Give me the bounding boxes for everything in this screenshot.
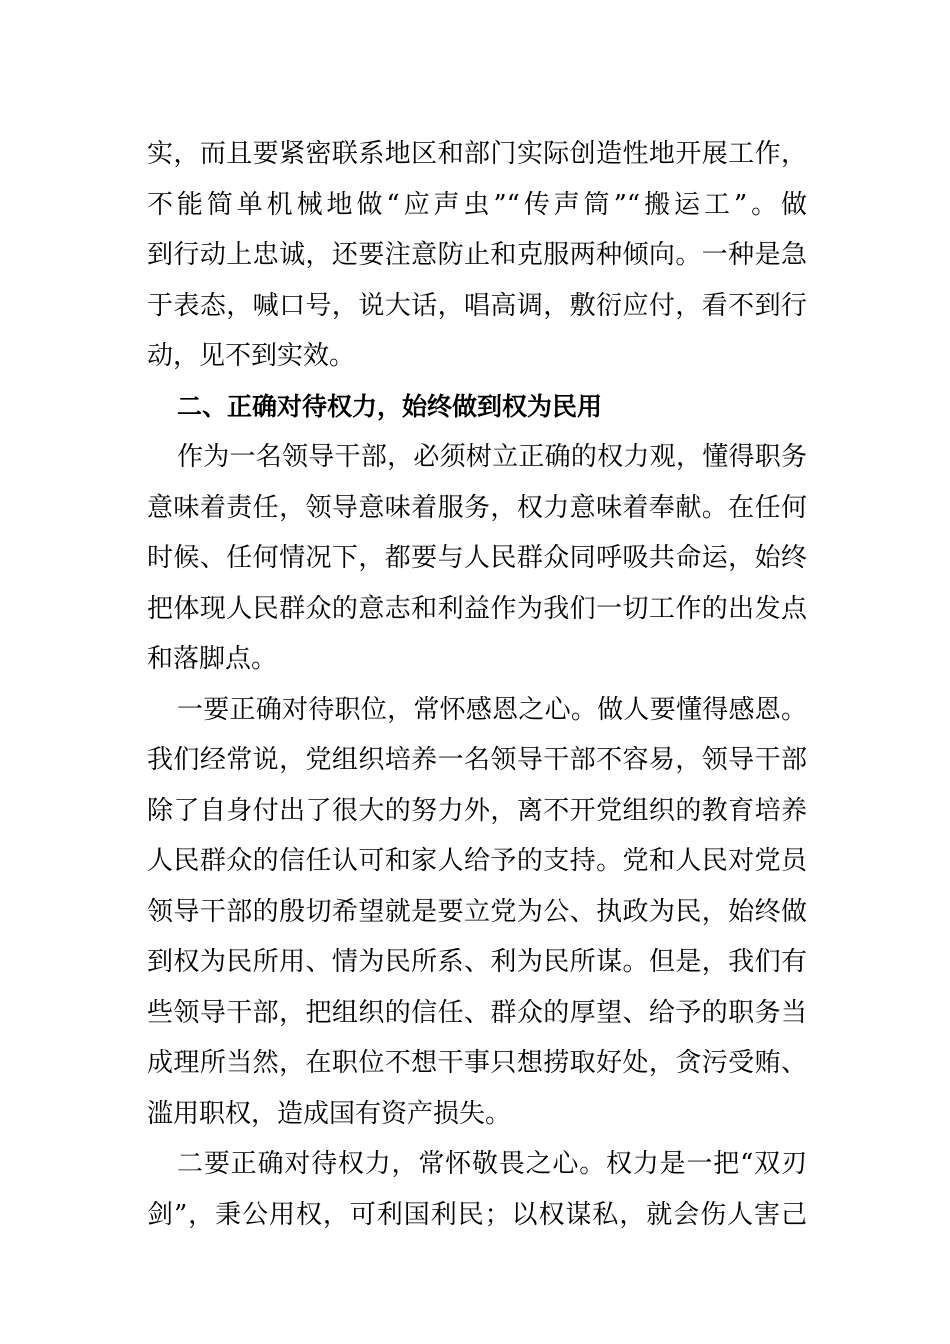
text-line: 作为一名领导干部，必须树立正确的权力观，懂得职务 <box>177 442 807 472</box>
section-heading: 二、正确对待权力，始终做到权为民用 <box>177 391 603 421</box>
text-line: 意味着责任，领导意味着服务，权力意味着奉献。在任何 <box>147 492 807 523</box>
text-line: 剑”，秉公用权，可利国利民；以权谋私，就会伤人害己 <box>147 1199 807 1230</box>
paragraph-power <box>147 1139 807 1240</box>
text-line: 和落脚点。 <box>147 644 278 674</box>
text-line: 把体现人民群众的意志和利益作为我们一切工作的出发点 <box>147 593 807 624</box>
text-line: 到权为民所用、情为民所系、利为民所谋。但是，我们有 <box>147 947 807 977</box>
text-line: 动，见不到实效。 <box>147 341 356 371</box>
text-line: 我们经常说，党组织培养一名领导干部不容易，领导干部 <box>147 745 807 775</box>
text-line: 不能简单机械地做“应声虫”“传声筒”“搬运工”。做 <box>147 189 807 220</box>
paragraph-position <box>147 685 807 1140</box>
text-line: 领导干部的殷切希望就是要立党为公、执政为民，始终做 <box>147 896 807 927</box>
text-line: 除了自身付出了很大的努力外，离不开党组织的教育培养 <box>147 795 807 826</box>
paragraph-power-view <box>147 432 807 685</box>
text-line: 成理所当然，在职位不想干事只想捞取好处，贪污受贿、 <box>147 1048 807 1078</box>
text-line: 滥用职权，造成国有资产损失。 <box>147 1098 512 1129</box>
text-line: 于表态，喊口号，说大话，唱高调，敷衍应付，看不到行 <box>147 290 807 321</box>
text-line: 一要正确对待职位，常怀感恩之心。做人要懂得感恩。 <box>177 694 807 725</box>
text-line: 些领导干部，把组织的信任、群众的厚望、给予的职务当 <box>147 997 807 1028</box>
text-line: 人民群众的信任认可和家人给予的支持。党和人民对党员 <box>147 846 807 876</box>
text-line: 实，而且要紧密联系地区和部门实际创造性地开展工作， <box>147 139 807 169</box>
paragraph-continuation <box>147 129 807 382</box>
text-line: 到行动上忠诚，还要注意防止和克服两种倾向。一种是急 <box>147 240 807 270</box>
document-body <box>147 129 807 1240</box>
text-line: 二要正确对待权力，常怀敬畏之心。权力是一把“双刃 <box>177 1149 807 1179</box>
text-line: 时候、任何情况下，都要与人民群众同呼吸共命运，始终 <box>147 543 807 573</box>
